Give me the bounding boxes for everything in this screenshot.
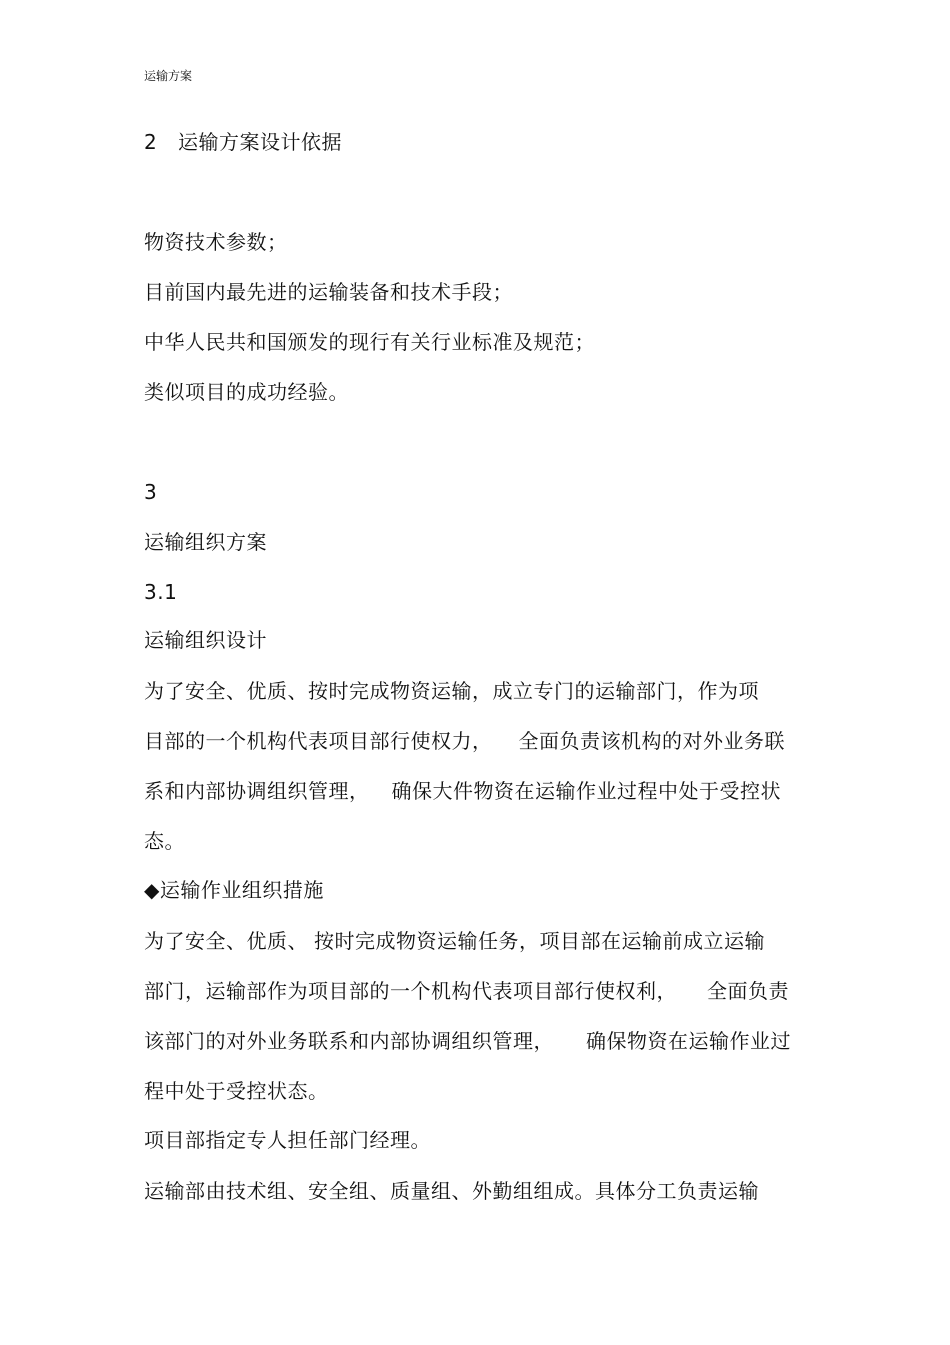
paragraph-2-line-1-part-1: 为了安全、优质、 — [144, 929, 308, 953]
paragraph-1-line-4: 态。 — [144, 829, 185, 853]
paragraph-1-line-1: 为了安全、优质、按时完成物资运输，成立专门的运输部门，作为项 — [144, 679, 759, 703]
paragraph-2-line-2 — [144, 977, 789, 1005]
paragraph-2-line-2-part-2: 全面负责 — [707, 979, 789, 1003]
basis-item-3: 中华人民共和国颁发的现行有关行业标准及规范； — [144, 330, 595, 354]
section-2-heading — [144, 128, 342, 156]
subsection-3-1-title: 运输组织设计 — [144, 628, 267, 652]
section-3-number: 3 — [144, 480, 158, 504]
running-header: 运输方案 — [144, 69, 193, 83]
measures-heading: ◆运输作业组织措施 — [144, 878, 324, 902]
paragraph-2-line-3 — [144, 1027, 791, 1055]
paragraph-1-line-2-part-1: 目部的一个机构代表项目部行使权力， — [144, 729, 493, 753]
paragraph-1-line-3-part-1: 系和内部协调组织管理， — [144, 779, 370, 803]
paragraph-1-line-2 — [144, 727, 785, 755]
section-3-title: 运输组织方案 — [144, 530, 267, 554]
basis-item-2: 目前国内最先进的运输装备和技术手段； — [144, 280, 513, 304]
paragraph-1-line-3 — [144, 777, 781, 805]
paragraph-4: 运输部由技术组、安全组、质量组、外勤组组成。具体分工负责运输 — [144, 1179, 759, 1203]
paragraph-3: 项目部指定专人担任部门经理。 — [144, 1128, 431, 1152]
section-2-number: 2 — [144, 130, 158, 154]
paragraph-2-line-2-part-1: 部门，运输部作为项目部的一个机构代表项目部行使权利， — [144, 979, 677, 1003]
paragraph-2-line-3-part-2: 确保物资在运输作业过 — [586, 1029, 791, 1053]
basis-item-1: 物资技术参数； — [144, 230, 288, 254]
basis-item-4: 类似项目的成功经验。 — [144, 380, 349, 404]
paragraph-2-line-1-part-2: 按时完成物资运输任务，项目部在运输前成立运输 — [314, 929, 765, 953]
subsection-3-1-number: 3.1 — [144, 580, 178, 604]
paragraph-2-line-4: 程中处于受控状态。 — [144, 1079, 329, 1103]
paragraph-2-line-3-part-1: 该部门的对外业务联系和内部协调组织管理， — [144, 1029, 554, 1053]
paragraph-1-line-3-part-2: 确保大件物资在运输作业过程中处于受控状 — [391, 779, 781, 803]
paragraph-1-line-2-part-2: 全面负责该机构的对外业务联 — [518, 729, 785, 753]
paragraph-2-line-1 — [144, 927, 765, 955]
section-2-title: 运输方案设计依据 — [178, 130, 342, 154]
